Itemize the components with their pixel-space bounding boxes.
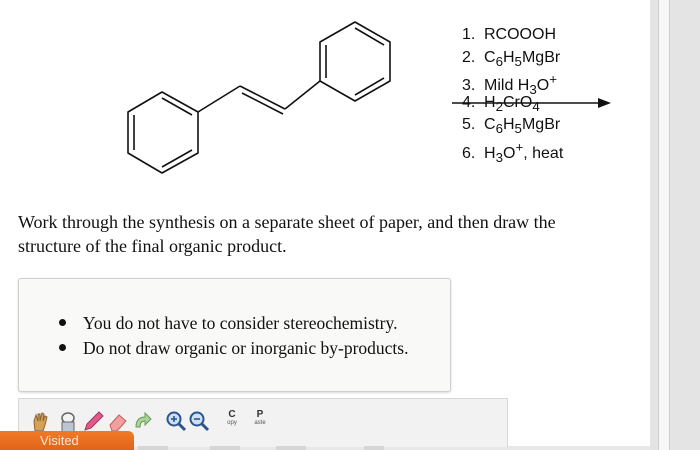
- eraser-icon[interactable]: [107, 409, 129, 433]
- reaction-step-3: [462, 69, 563, 98]
- tab-stub[interactable]: [276, 446, 306, 450]
- stilbene-structure: [120, 10, 420, 180]
- reaction-step-5: [462, 114, 563, 137]
- upper-benzene-ring: [320, 22, 390, 101]
- step-number: 6.: [462, 144, 476, 162]
- step-number: 5.: [462, 116, 476, 133]
- step-reagent: $H_3O^+$, heat: [484, 139, 564, 166]
- reaction-step-6: [462, 137, 564, 166]
- step-reagent: $C_6H_5MgBr$: [484, 116, 561, 137]
- tab-stub[interactable]: [210, 446, 240, 450]
- bullet-icon: [59, 344, 66, 351]
- reaction-step-2: [462, 47, 563, 70]
- copy-button[interactable]: C opy: [227, 409, 237, 426]
- reaction-arrow: [452, 97, 612, 109]
- visited-badge: Visited: [0, 431, 134, 450]
- note-byproducts: Do not draw organic or inorganic by-products.: [59, 336, 408, 361]
- step-reagent: $H_2CrO_4$: [484, 93, 540, 114]
- step-reagent: $C_6H_5MgBr$: [484, 48, 561, 69]
- reaction-step-1: [462, 24, 563, 47]
- reaction-conditions: [462, 24, 564, 166]
- step-number: 4.: [462, 93, 476, 111]
- hand-icon[interactable]: [29, 409, 51, 433]
- lower-benzene-ring: [128, 92, 198, 173]
- pencil-icon[interactable]: [82, 409, 104, 433]
- tab-stub[interactable]: [138, 446, 168, 450]
- scrollbar[interactable]: [658, 0, 670, 450]
- step-reagent: RCOOOH: [484, 26, 556, 43]
- notes-list: [59, 311, 408, 361]
- step-reagent: Mild $H_3O^+$: [484, 72, 558, 98]
- tab-stub[interactable]: [364, 446, 384, 450]
- notes-box: [18, 278, 451, 392]
- step-number: 2.: [462, 48, 476, 66]
- paste-button[interactable]: P aste: [254, 409, 266, 426]
- note-stereochemistry: You do not have to consider stereochemistry.: [59, 311, 408, 336]
- redo-icon[interactable]: [131, 409, 153, 433]
- zoom-in-icon[interactable]: [165, 409, 187, 433]
- step-number: 1.: [462, 26, 476, 43]
- bullet-icon: [59, 319, 66, 326]
- zoom-out-icon[interactable]: [188, 409, 210, 433]
- step-number: 3.: [462, 77, 476, 95]
- instructions-text: Work through the synthesis on a separate sheet of paper, and then draw the structure of the final organic product.: [18, 212, 556, 256]
- lasso-select-icon[interactable]: [57, 409, 79, 433]
